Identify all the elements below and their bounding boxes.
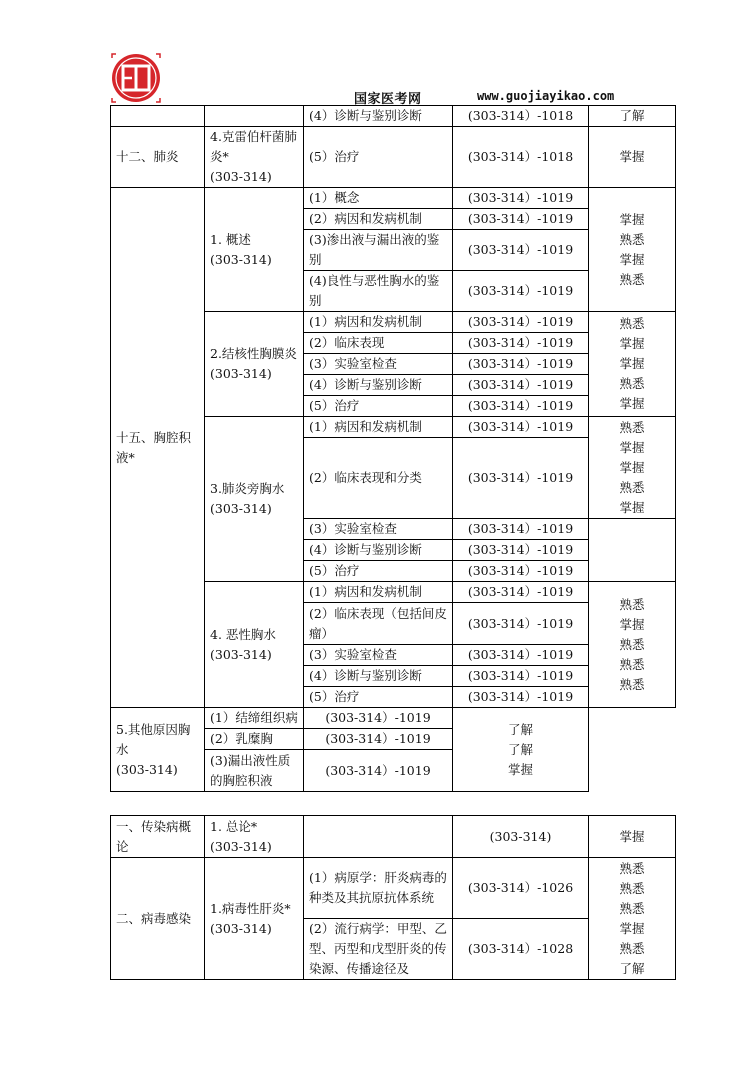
topic-cell: (1）病原学：肝炎病毒的种类及其抗原抗体系统 — [304, 858, 453, 919]
topic-cell: (4)良性与恶性胸水的鉴别 — [304, 271, 453, 312]
code-cell: (303-314）-1019 — [453, 519, 589, 540]
item-cell — [205, 858, 304, 980]
unit-cell: 二、病毒感染 — [111, 858, 205, 980]
topic-cell: (3)渗出液与漏出液的鉴别 — [304, 230, 453, 271]
requirement-cell: 了解 — [589, 106, 676, 127]
code-cell: (303-314）-1019 — [453, 603, 589, 645]
requirement-level: 熟悉 — [619, 376, 645, 391]
unit-cell: 十五、胸腔积液* — [111, 188, 205, 708]
table-row — [111, 816, 676, 858]
topic-cell: (1）病因和发病机制 — [304, 312, 453, 333]
code-cell: (303-314）-1019 — [453, 438, 589, 519]
code-cell: (303-314）-1019 — [453, 396, 589, 417]
topic-cell: (1）病因和发病机制 — [304, 582, 453, 603]
topic-cell: (2）临床表现 — [304, 333, 453, 354]
item-code: (303-314) — [210, 251, 272, 267]
code-cell: (303-314）-1019 — [453, 561, 589, 582]
item-name: 5.其他原因胸水 — [116, 721, 191, 757]
requirement-level: 熟悉 — [619, 676, 645, 692]
item-code: (303-314) — [210, 838, 272, 854]
code-cell: (303-314）-1019 — [304, 750, 453, 792]
item-code: (303-314) — [210, 169, 272, 184]
item-name: 1.病毒性肝炎* — [210, 900, 291, 916]
requirement-level: 熟悉 — [619, 940, 645, 956]
requirement-level: 掌握 — [619, 920, 645, 936]
code-cell: (303-314）-1018 — [453, 127, 589, 188]
requirement-level: 了解 — [507, 741, 533, 757]
item-cell — [205, 582, 304, 708]
item-name: 3.肺炎旁胸水 — [210, 481, 285, 496]
syllabus-table-infectious — [110, 815, 676, 980]
topic-cell: (5）治疗 — [304, 687, 453, 708]
site-url[interactable]: www.guojiayikao.com — [477, 89, 615, 103]
requirement-level: 掌握 — [619, 439, 645, 455]
requirement-level: 熟悉 — [619, 656, 645, 672]
topic-cell: (3）实验室检查 — [304, 519, 453, 540]
site-name: 国家医考网 — [354, 92, 422, 107]
code-cell: (303-314）-1028 — [453, 919, 589, 980]
requirement-level: 熟悉 — [619, 900, 645, 916]
item-name: 1. 总论* — [210, 818, 258, 834]
requirement-level: 熟悉 — [619, 596, 645, 612]
requirement-cell: 掌握 — [589, 127, 676, 188]
topic-cell — [304, 816, 453, 858]
table-row — [111, 858, 676, 919]
unit-cell: 十二、肺炎 — [111, 127, 205, 188]
item-code: (303-314) — [210, 501, 272, 516]
table-row — [111, 188, 676, 209]
requirement-level: 掌握 — [619, 251, 645, 267]
code-cell: (303-314）-1019 — [453, 687, 589, 708]
requirement-level: 掌握 — [619, 211, 645, 227]
requirement-level: 熟悉 — [619, 231, 645, 247]
code-cell: (303-314）-1019 — [453, 312, 589, 333]
requirement-level: 掌握 — [619, 459, 645, 475]
code-cell: (303-314）-1019 — [453, 333, 589, 354]
item-cell — [111, 708, 205, 792]
code-cell: (303-314）-1019 — [453, 188, 589, 209]
requirement-level: 掌握 — [619, 616, 645, 632]
item-cell — [205, 106, 304, 127]
requirement-level: 掌握 — [619, 356, 645, 371]
item-name: 1. 概述 — [210, 231, 251, 247]
topic-cell: (4）诊断与鉴别诊断 — [304, 106, 453, 127]
requirement-level: 熟悉 — [619, 316, 645, 331]
code-cell: (303-314）-1019 — [304, 729, 453, 750]
topic-cell: (4）诊断与鉴别诊断 — [304, 540, 453, 561]
requirement-level: 掌握 — [619, 396, 645, 411]
code-cell: (303-314）-1018 — [453, 106, 589, 127]
code-cell: (303-314）-1019 — [453, 354, 589, 375]
topic-cell: (2）临床表现和分类 — [304, 438, 453, 519]
requirement-level: 了解 — [619, 960, 645, 976]
item-code: (303-314) — [116, 761, 178, 777]
requirement-cell — [453, 708, 589, 792]
code-cell: (303-314）-1019 — [453, 582, 589, 603]
item-code: (303-314) — [210, 646, 272, 662]
requirement-level: 掌握 — [619, 499, 645, 515]
code-cell: (303-314）-1019 — [453, 230, 589, 271]
item-cell — [205, 417, 304, 582]
item-name: 4. 恶性胸水 — [210, 626, 276, 642]
topic-cell: (2）临床表现（包括间皮瘤） — [304, 603, 453, 645]
code-cell: (303-314）-1019 — [304, 708, 453, 729]
topic-cell: (2）乳糜胸 — [205, 729, 304, 750]
topic-cell: (5）治疗 — [304, 561, 453, 582]
item-name: 2.结核性胸膜炎 — [210, 346, 297, 361]
code-cell: (303-314）-1019 — [453, 666, 589, 687]
topic-cell: (2）流行病学：甲型、乙型、丙型和戊型肝炎的传染源、传播途径及 — [304, 919, 453, 980]
code-cell: (303-314）-1019 — [453, 540, 589, 561]
topic-cell: (5）治疗 — [304, 127, 453, 188]
syllabus-table-respiratory — [110, 105, 676, 792]
table-row — [111, 127, 676, 188]
code-cell: (303-314）-1019 — [453, 209, 589, 230]
requirement-level: 熟悉 — [619, 860, 645, 876]
requirement-cell — [589, 519, 676, 582]
requirement-level: 熟悉 — [619, 880, 645, 896]
code-cell: (303-314) — [453, 816, 589, 858]
requirement-cell — [589, 312, 676, 417]
topic-cell: (3）实验室检查 — [304, 354, 453, 375]
site-logo — [110, 52, 162, 104]
unit-cell: 一、传染病概论 — [111, 816, 205, 858]
requirement-level: 掌握 — [619, 336, 645, 351]
item-cell — [205, 188, 304, 312]
topic-cell: (2）病因和发病机制 — [304, 209, 453, 230]
requirement-cell — [589, 858, 676, 980]
requirement-level: 熟悉 — [619, 636, 645, 652]
requirement-level: 熟悉 — [619, 271, 645, 287]
item-cell — [205, 312, 304, 417]
table-row — [111, 106, 676, 127]
unit-cell — [111, 106, 205, 127]
requirement-cell: 掌握 — [589, 816, 676, 858]
code-cell: (303-314）-1019 — [453, 271, 589, 312]
item-cell — [205, 816, 304, 858]
code-cell: (303-314）-1019 — [453, 375, 589, 396]
requirement-level: 了解 — [507, 721, 533, 737]
requirement-cell — [589, 417, 676, 519]
topic-cell: (4）诊断与鉴别诊断 — [304, 375, 453, 396]
requirement-cell — [589, 188, 676, 312]
topic-cell: (1）概念 — [304, 188, 453, 209]
requirement-level: 熟悉 — [619, 479, 645, 495]
code-cell: (303-314）-1019 — [453, 417, 589, 438]
item-name: 4.克雷伯杆菌肺炎* — [210, 129, 297, 164]
topic-cell: (3）实验室检查 — [304, 645, 453, 666]
item-code: (303-314) — [210, 920, 272, 936]
item-cell — [205, 127, 304, 188]
requirement-cell — [589, 582, 676, 708]
requirement-level: 掌握 — [507, 761, 533, 777]
code-cell: (303-314）-1026 — [453, 858, 589, 919]
topic-cell: (1）结缔组织病 — [205, 708, 304, 729]
item-code: (303-314) — [210, 366, 272, 381]
table-row — [111, 708, 676, 729]
topic-cell: (1）病因和发病机制 — [304, 417, 453, 438]
code-cell: (303-314）-1019 — [453, 645, 589, 666]
topic-cell: (3)漏出液性质的胸腔积液 — [205, 750, 304, 792]
requirement-level: 熟悉 — [619, 419, 645, 435]
topic-cell: (5）治疗 — [304, 396, 453, 417]
topic-cell: (4）诊断与鉴别诊断 — [304, 666, 453, 687]
